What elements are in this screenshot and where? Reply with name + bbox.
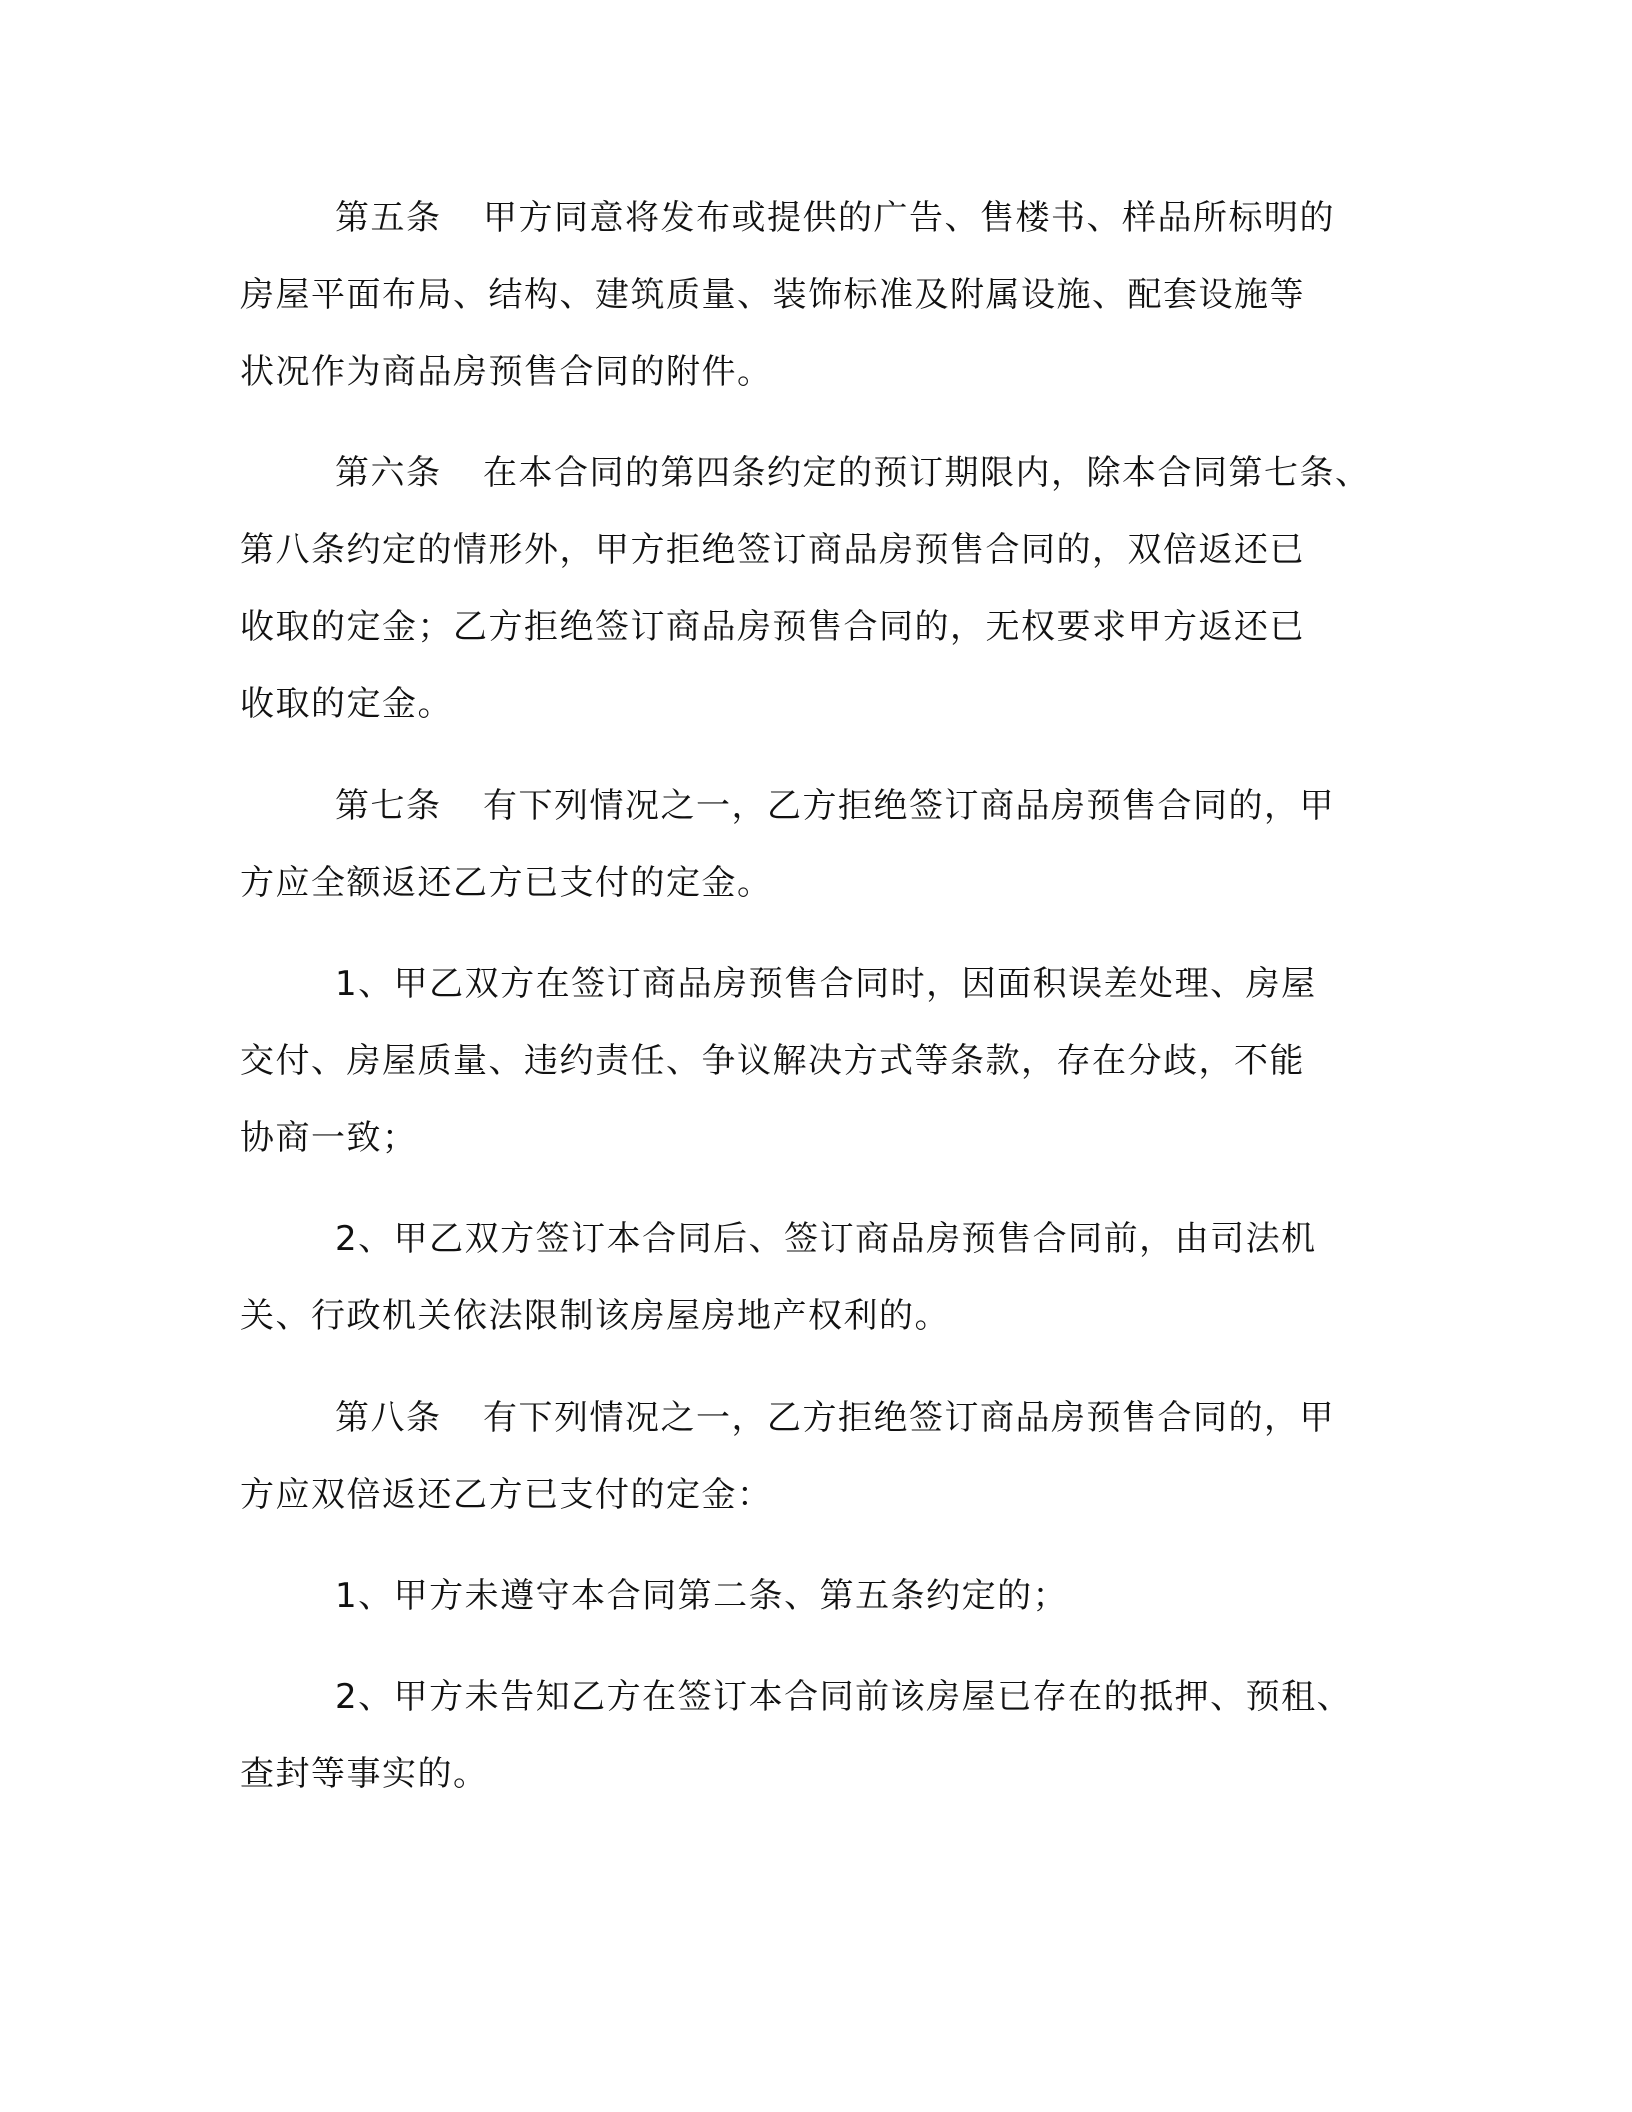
article-8-text: 有下列情况之一，乙方拒绝签订商品房预售合同的，甲 <box>483 1398 1335 1438</box>
article-7-text: 有下列情况之一，乙方拒绝签订商品房预售合同的，甲 <box>483 786 1335 826</box>
article-8-number: 第八条 <box>335 1398 442 1438</box>
article-6-line-3: 收取的定金；乙方拒绝签订商品房预售合同的，无权要求甲方返还已 <box>240 607 1305 647</box>
article-6-line-2: 第八条约定的情形外，甲方拒绝签订商品房预售合同的，双倍返还已 <box>240 530 1305 570</box>
article-6-line-4: 收取的定金。 <box>240 684 453 724</box>
article-6-text: 在本合同的第四条约定的预订期限内，除本合同第七条、 <box>483 453 1371 493</box>
article-8-line-1 <box>335 1398 1335 1438</box>
article-5-number: 第五条 <box>335 198 442 238</box>
article-8-item-1-line-1: 1、甲方未遵守本合同第二条、第五条约定的； <box>335 1576 1069 1616</box>
article-8-item-2-line-2: 查封等事实的。 <box>240 1754 489 1794</box>
article-6-number: 第六条 <box>335 453 442 493</box>
article-5-text: 甲方同意将发布或提供的广告、售楼书、样品所标明的 <box>483 198 1335 238</box>
article-8-item-2-line-1: 2、甲方未告知乙方在签订本合同前该房屋已存在的抵押、预租、 <box>335 1677 1353 1717</box>
article-7-item-1-line-3: 协商一致； <box>240 1118 418 1158</box>
article-7-item-2-line-1: 2、甲乙双方签订本合同后、签订商品房预售合同前，由司法机 <box>335 1219 1317 1259</box>
article-5-line-1 <box>335 198 1335 238</box>
article-7-item-1-line-1: 1、甲乙双方在签订商品房预售合同时，因面积误差处理、房屋 <box>335 964 1317 1004</box>
article-7-line-1 <box>335 786 1335 826</box>
article-7-number: 第七条 <box>335 786 442 826</box>
article-8-line-2: 方应双倍返还乙方已支付的定金： <box>240 1475 773 1515</box>
article-5-line-3: 状况作为商品房预售合同的附件。 <box>240 352 773 392</box>
article-7-item-1-line-2: 交付、房屋质量、违约责任、争议解决方式等条款，存在分歧，不能 <box>240 1041 1305 1081</box>
article-6-line-1 <box>335 453 1371 493</box>
article-7-line-2: 方应全额返还乙方已支付的定金。 <box>240 863 773 903</box>
article-7-item-2-line-2: 关、行政机关依法限制该房屋房地产权利的。 <box>240 1296 950 1336</box>
article-5-line-2: 房屋平面布局、结构、建筑质量、装饰标准及附属设施、配套设施等 <box>240 275 1305 315</box>
